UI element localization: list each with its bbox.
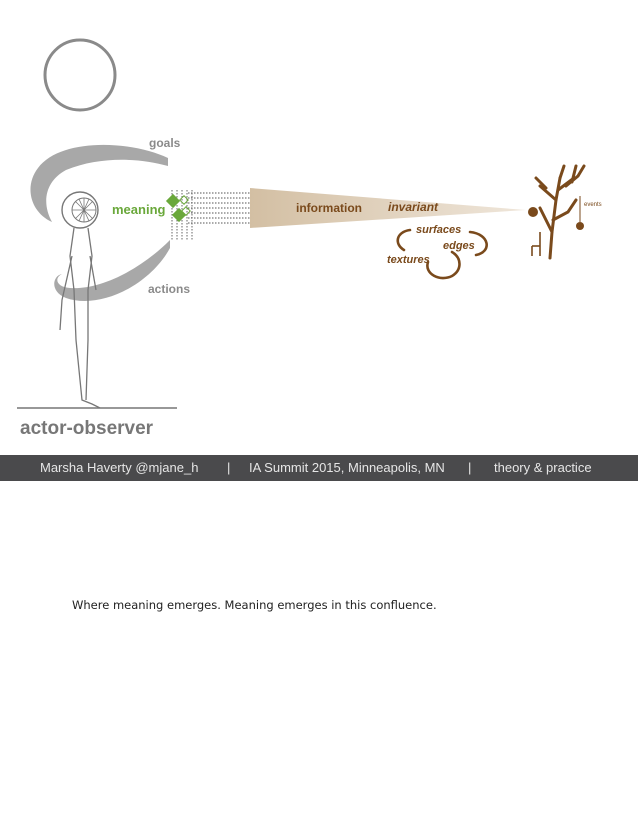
sun-circle — [45, 40, 115, 110]
tree-fruit-left — [528, 207, 538, 217]
events-label: events — [584, 202, 602, 208]
actions-label: actions — [148, 282, 191, 296]
footer-separator-2: | — [468, 460, 472, 475]
footer-separator-1: | — [227, 460, 231, 475]
footer-bar — [0, 455, 638, 481]
chair-icon — [532, 232, 540, 256]
footer-author: Marsha Haverty @mjane_h — [40, 460, 199, 475]
textures-label: textures — [387, 254, 430, 266]
tree-fruit-right — [576, 222, 584, 230]
meaning-label: meaning — [112, 202, 166, 217]
speaker-notes: Where meaning emerges. Meaning emerges in this confluence. — [72, 598, 437, 612]
goals-label: goals — [149, 136, 181, 150]
eye-spokes — [72, 198, 96, 222]
edges-label: edges — [443, 240, 475, 252]
actor-observer-label: actor-observer — [20, 418, 154, 439]
invariant-label: invariant — [388, 200, 439, 214]
surfaces-label: surfaces — [416, 224, 462, 236]
tree — [536, 166, 584, 258]
footer-event: IA Summit 2015, Minneapolis, MN — [249, 460, 445, 475]
actor-body — [60, 228, 100, 408]
information-label: information — [296, 201, 362, 215]
footer-topic: theory & practice — [494, 460, 592, 475]
